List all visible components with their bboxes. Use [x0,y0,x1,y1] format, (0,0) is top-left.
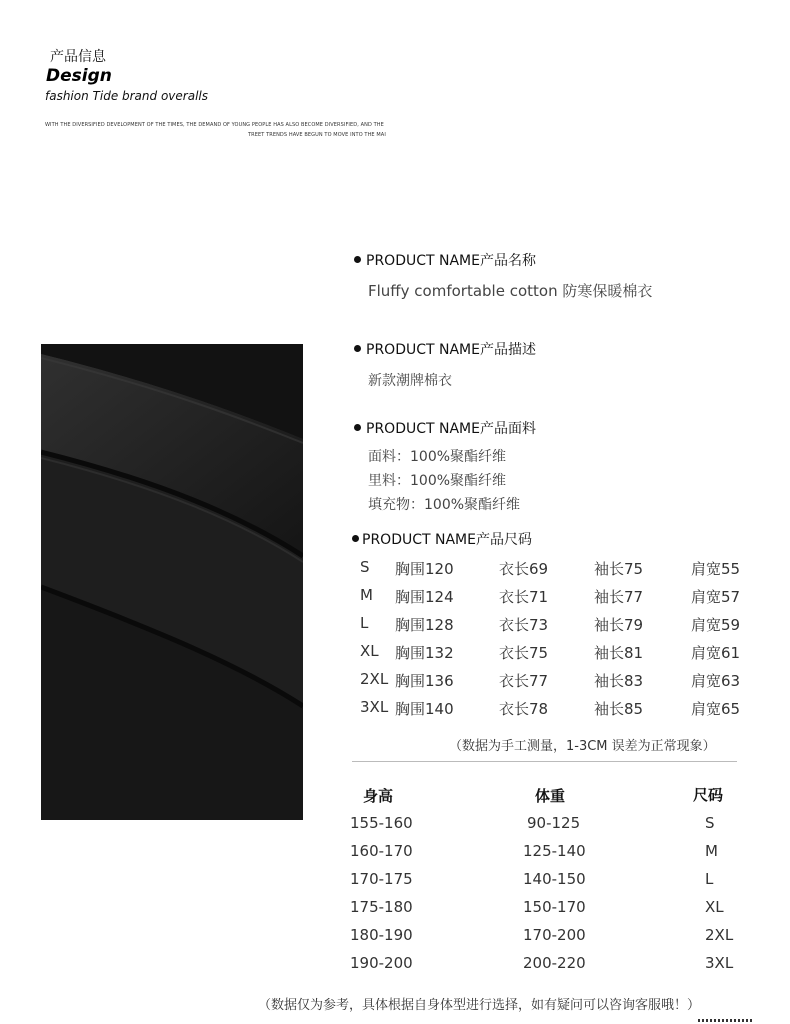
recommend-cell: 140-150 [523,870,586,888]
recommend-cell: 190-200 [350,954,413,972]
size-cell: 袖长75 [594,560,644,578]
recommend-cell: M [705,842,718,860]
size-cell: L [360,614,369,632]
product-desc-title-text: PRODUCT NAME产品描述 [366,342,536,358]
product-desc-value: 新款潮牌棉衣 [368,373,452,389]
size-cell: 袖长81 [594,644,644,662]
size-cell: 肩宽59 [691,616,741,634]
header-tagline-2: TREET TRENDS HAVE BEGUN TO MOVE INTO THE MAI [248,132,386,138]
recommend-header-height: 身高 [363,787,394,805]
recommend-row [0,814,790,834]
size-cell: 袖长83 [594,672,644,690]
header-title-cn: 产品信息 [50,49,106,65]
recommend-row [0,954,790,974]
size-cell: 肩宽61 [691,644,741,662]
size-cell: 衣长78 [499,700,549,718]
size-row [0,698,790,718]
recommend-header-weight: 体重 [535,787,566,805]
product-fabric-title-text: PRODUCT NAME产品面料 [366,421,536,437]
size-cell: 衣长75 [499,644,549,662]
recommend-cell: 125-140 [523,842,586,860]
recommend-cell: XL [705,898,724,916]
size-cell: 2XL [360,670,389,688]
header-design: Design [46,66,112,86]
size-row [0,642,790,662]
recommend-cell: 170-200 [523,926,586,944]
recommend-cell: 155-160 [350,814,413,832]
product-size-title [352,529,532,549]
recommend-row [0,870,790,890]
recommend-cell: S [705,814,715,832]
size-row [0,614,790,634]
size-cell: 肩宽55 [691,560,741,578]
corner-mark [698,1019,754,1022]
size-row [0,670,790,690]
recommend-cell: 175-180 [350,898,413,916]
divider [352,761,737,762]
bullet-dot [354,256,361,263]
bullet-dot [354,424,361,431]
size-cell: 衣长69 [499,560,549,578]
recommend-header-size: 尺码 [693,786,724,804]
product-size-title-text: PRODUCT NAME产品尺码 [362,532,532,548]
size-row [0,558,790,578]
recommend-row [0,898,790,918]
size-cell: M [360,586,373,604]
size-cell: 胸围136 [395,672,454,690]
recommend-cell: 150-170 [523,898,586,916]
footer-note: （数据仅为参考，具体根据自身体型进行选择，如有疑问可以咨询客服哦！） [258,998,701,1013]
header-subtitle: fashion Tide brand overalls [45,89,208,103]
header-tagline-1: WITH THE DIVERSIFIED DEVELOPMENT OF THE TIMES, THE DEMAND OF YOUNG PEOPLE HAS ALSO BECOME DIVERSIFIED, AND THE [45,122,384,128]
product-name-title [354,250,536,270]
size-cell: 衣长77 [499,672,549,690]
size-cell: 肩宽57 [691,588,741,606]
recommend-cell: 200-220 [523,954,586,972]
size-cell: XL [360,642,379,660]
size-row [0,586,790,606]
size-cell: 胸围120 [395,560,454,578]
fabric-line: 填充物：100%聚酯纤维 [368,497,521,513]
product-name-value: Fluffy comfortable cotton 防寒保暖棉衣 [368,282,653,300]
recommend-cell: 170-175 [350,870,413,888]
product-name-title-text: PRODUCT NAME产品名称 [366,253,536,269]
fabric-photo [41,344,303,820]
bullet-dot [352,535,359,542]
product-fabric-title [354,418,536,438]
recommend-cell: 160-170 [350,842,413,860]
size-cell: 袖长79 [594,616,644,634]
size-cell: 衣长73 [499,616,549,634]
fabric-line: 面料：100%聚酯纤维 [368,449,507,465]
product-desc-title [354,339,536,359]
size-cell: 胸围132 [395,644,454,662]
size-cell: 肩宽63 [691,672,741,690]
size-cell: 袖长85 [594,700,644,718]
recommend-cell: 90-125 [527,814,581,832]
size-cell: 胸围124 [395,588,454,606]
recommend-cell: 3XL [705,954,734,972]
size-cell: S [360,558,370,576]
size-cell: 胸围128 [395,616,454,634]
recommend-cell: L [705,870,714,888]
size-cell: 袖长77 [594,588,644,606]
size-cell: 胸围140 [395,700,454,718]
size-cell: 肩宽65 [691,700,741,718]
size-note: （数据为手工测量，1-3CM 误差为正常现象） [449,739,716,754]
recommend-row [0,926,790,946]
bullet-dot [354,345,361,352]
recommend-row [0,842,790,862]
size-cell: 3XL [360,698,389,716]
size-cell: 衣长71 [499,588,549,606]
recommend-cell: 180-190 [350,926,413,944]
fabric-line: 里料：100%聚酯纤维 [368,473,507,489]
recommend-cell: 2XL [705,926,734,944]
